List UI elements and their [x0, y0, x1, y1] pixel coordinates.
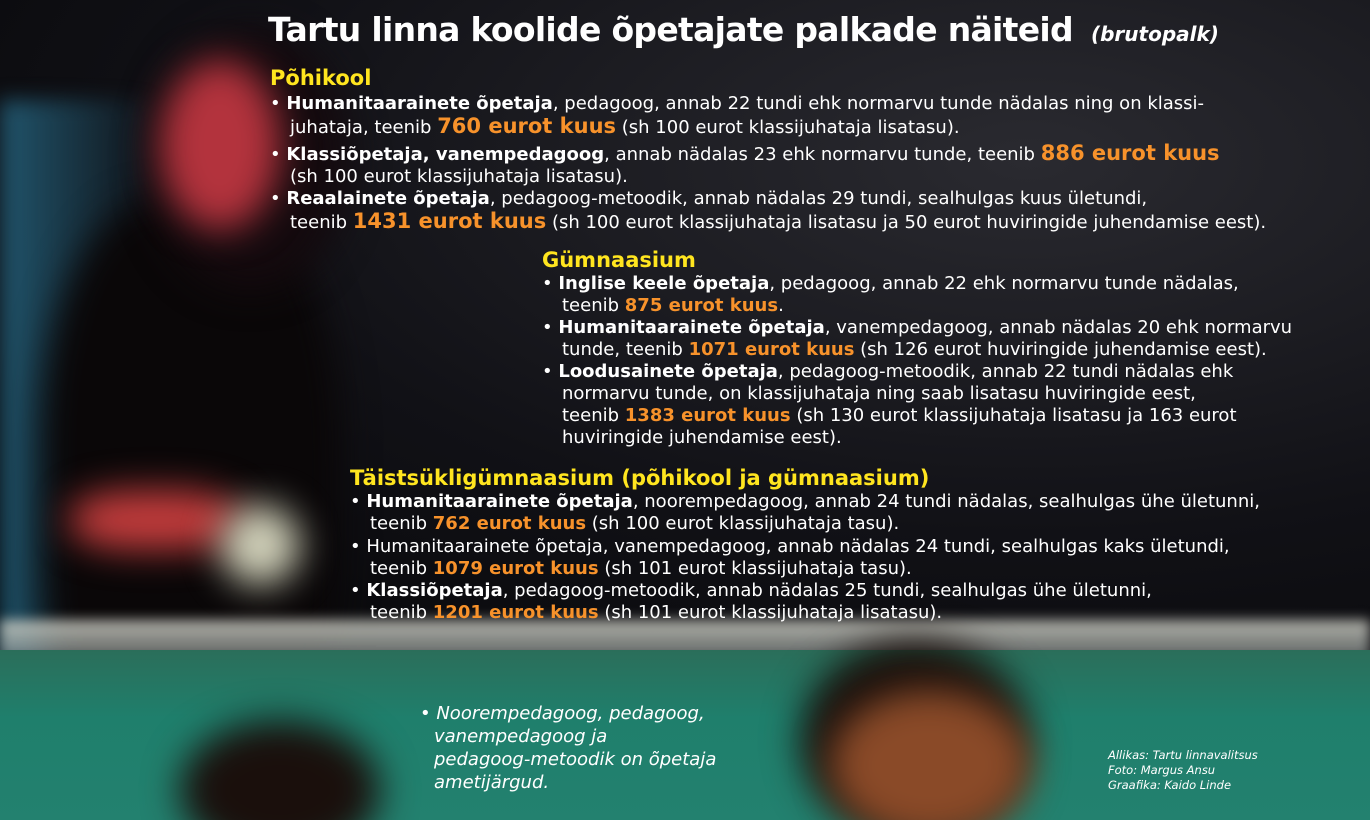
title-text: Tartu linna koolide õpetajate palkade näiteid [268, 10, 1073, 49]
section-heading-pohikool: Põhikool [270, 66, 372, 90]
role-name: Humanitaarainete õpetaja [286, 93, 553, 114]
credit-photo: Foto: Margus Ansu [1108, 763, 1216, 777]
item-text: teenib [562, 405, 625, 426]
credit-graphic: Graafika: Kaido Linde [1108, 778, 1232, 792]
item-text: , vanempedagoog, annab nädalas 20 ehk normarvu [824, 317, 1293, 338]
salary-amount: 1201 eurot kuus [432, 602, 599, 623]
item-text: (sh 101 eurot klassijuhataja lisatasu). [598, 602, 943, 623]
item-text: (sh 100 eurot klassijuhataja lisatasu). [290, 166, 628, 187]
salary-amount: 1079 eurot kuus [432, 558, 599, 579]
item-text: (sh 100 eurot klassijuhataja lisatasu). [616, 117, 960, 138]
item-text: (sh 100 eurot klassijuhataja tasu). [586, 513, 900, 534]
salary-amount: 1431 eurot kuus [352, 209, 547, 233]
list-item: • Inglise keele õpetaja, pedagoog, annab 22 ehk normarvu tunde nädalas, teenib 875 eurot kuus. [542, 273, 1239, 316]
salary-amount: 760 eurot kuus [437, 114, 617, 138]
role-name: Inglise keele õpetaja [558, 273, 770, 294]
item-text: tunde, teenib [562, 339, 689, 360]
item-text: teenib [290, 212, 353, 233]
item-text: teenib [370, 558, 433, 579]
item-text: Humanitaarainete õpetaja, vanempedagoog, annab nädalas 24 tundi, sealhulgas kaks ületundi, [366, 536, 1230, 557]
salary-amount: 1071 eurot kuus [688, 339, 855, 360]
item-text: . [778, 295, 784, 316]
page-title [268, 10, 1219, 49]
list-item: • Humanitaarainete õpetaja, vanempedagoog, annab nädalas 24 tundi, sealhulgas kaks ületundi, teenib 1079 eurot kuus (sh 101 eurot klassijuhataja tasu). [350, 536, 1230, 579]
role-name: Reaalainete õpetaja [286, 188, 490, 209]
item-text: , pedagoog-metoodik, annab nädalas 25 tundi, sealhulgas ühe ületunni, [502, 580, 1152, 601]
item-text: teenib [370, 602, 433, 623]
role-name: Humanitaarainete õpetaja [558, 317, 825, 338]
item-text: (sh 101 eurot klassijuhataja tasu). [598, 558, 912, 579]
item-text: normarvu tunde, on klassijuhataja ning saab lisatasu huviringide eest, [562, 383, 1196, 404]
list-item: • Klassiõpetaja, vanempedagoog, annab nädalas 23 ehk normarvu tunde, teenib 886 eurot kuus (sh 100 eurot klassijuhataja lisatasu). [270, 141, 1220, 187]
footnote-line: • Noorempedagoog, pedagoog, [420, 703, 705, 724]
item-text: huviringide juhendamise eest). [562, 427, 842, 448]
footnote-line: ametijärgud. [434, 772, 550, 793]
page-subtitle: (brutopalk) [1090, 22, 1219, 46]
item-text: , noorempedagoog, annab 24 tundi nädalas, sealhulgas ühe ületunni, [632, 491, 1260, 512]
item-text: , pedagoog, annab 22 tundi ehk normarvu tunde nädalas ning on klassi- [552, 93, 1205, 114]
list-item: • Humanitaarainete õpetaja, vanempedagoog, annab nädalas 20 ehk normarvu tunde, teenib 1071 eurot kuus (sh 126 eurot huviringide juhendamise eest). [542, 317, 1293, 360]
role-name: Klassiõpetaja [366, 580, 503, 601]
item-text: (sh 130 eurot klassijuhataja lisatasu ja 163 eurot [790, 405, 1237, 426]
item-text: (sh 126 eurot huviringide juhendamise eest). [854, 339, 1267, 360]
item-text: juhataja, teenib [290, 117, 438, 138]
list-item: • Humanitaarainete õpetaja, noorempedagoog, annab 24 tundi nädalas, sealhulgas ühe ületunni, teenib 762 eurot kuus (sh 100 eurot klassijuhataja tasu). [350, 491, 1260, 534]
salary-amount: 762 eurot kuus [432, 513, 587, 534]
list-item: • Loodusainete õpetaja, pedagoog-metoodik, annab 22 tundi nädalas ehk normarvu tunde, on klassijuhataja ning saab lisatasu huviringide eest, teenib 1383 eurot kuus (sh 130 eurot klassijuhataja lisatasu ja 163 eurot huviringide juhendamise eest). [542, 361, 1237, 448]
role-name: Loodusainete õpetaja [558, 361, 778, 382]
item-text: teenib [370, 513, 433, 534]
list-item: • Humanitaarainete õpetaja, pedagoog, annab 22 tundi ehk normarvu tunde nädalas ning on klassi- juhataja, teenib 760 eurot kuus (sh 100 eurot klassijuhataja lisatasu). [270, 93, 1205, 138]
role-name: Humanitaarainete õpetaja [366, 491, 633, 512]
list-item: • Klassiõpetaja, pedagoog-metoodik, annab nädalas 25 tundi, sealhulgas ühe ületunni, teenib 1201 eurot kuus (sh 101 eurot klassijuhataja lisatasu). [350, 580, 1152, 623]
item-text: , pedagoog-metoodik, annab nädalas 29 tundi, sealhulgas kuus ületundi, [489, 188, 1148, 209]
item-text: (sh 100 eurot klassijuhataja lisatasu ja 50 eurot huviringide juhendamise eest). [546, 212, 1267, 233]
item-text: , pedagoog, annab 22 ehk normarvu tunde nädalas, [769, 273, 1239, 294]
footnote-line: pedagoog-metoodik on õpetaja [434, 749, 717, 770]
section-heading-gumnaasium: Gümnaasium [542, 248, 696, 272]
role-name: Klassiõpetaja, vanempedagoog [286, 144, 605, 165]
salary-amount: 875 eurot kuus [624, 295, 779, 316]
list-item: • Reaalainete õpetaja, pedagoog-metoodik, annab nädalas 29 tundi, sealhulgas kuus ületundi, teenib 1431 eurot kuus (sh 100 eurot klassijuhataja lisatasu ja 50 eurot huviringide juhendamise eest). [270, 188, 1267, 233]
salary-amount: 1383 eurot kuus [624, 405, 791, 426]
credit-source: Allikas: Tartu linnavalitsus [1108, 748, 1258, 762]
salary-amount: 886 eurot kuus [1040, 141, 1220, 165]
item-text: , pedagoog-metoodik, annab 22 tundi nädalas ehk [777, 361, 1234, 382]
section-heading-taistsukligumnaasium: Täistsükligümnaasium (põhikool ja gümnaasium) [350, 466, 930, 490]
item-text: teenib [562, 295, 625, 316]
footnote [420, 702, 716, 794]
credits [1108, 748, 1258, 793]
footnote-line: vanempedagoog ja [434, 726, 608, 747]
item-text: , annab nädalas 23 ehk normarvu tunde, teenib [604, 144, 1041, 165]
